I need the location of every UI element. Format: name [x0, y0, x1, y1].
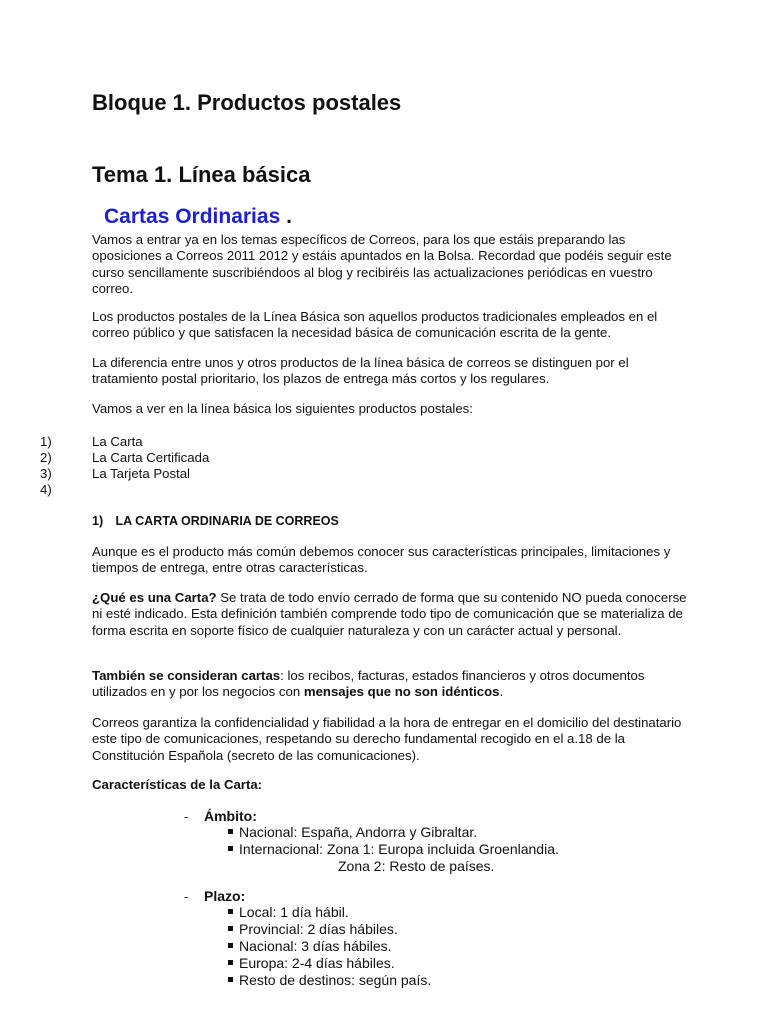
tambien-bold: También se consideran cartas	[92, 668, 281, 683]
dash-ambito: -	[184, 809, 189, 824]
subtitle-text: Cartas Ordinarias	[104, 205, 281, 228]
bullet-icon	[228, 926, 233, 931]
plazo-item-text: Resto de destinos: según país.	[239, 972, 432, 988]
tambien-end: .	[499, 684, 504, 700]
tema-text: Línea básica	[178, 162, 311, 187]
que-es-text: Se trata de todo envío cerrado de forma que su contenido NO pueda conocerse ni esté indicado. Esta definición también comprende todo tipo de comunicación que se materializa de forma escrita en soporte físico de cualquier naturaleza y con un carácter actual y personal.	[92, 590, 687, 638]
ambito-item-text: Nacional: España, Andorra y Gibraltar.	[239, 824, 478, 840]
paragraph-intro: Vamos a entrar ya en los temas específicos de Correos, para los que estáis preparando las oposiciones a Correos 2011 2012 y estáis apuntados en la Bolsa. Recordad que podéis seguir este curso sencillamente suscribiéndoos al blog y recibiréis las actualizaciones periódicas en vuestro correo.	[92, 232, 672, 296]
caracteristicas-label: Características de la Carta:	[92, 777, 263, 792]
paragraph-producto-comun: Aunque es el producto más común debemos conocer sus características principales, limitaciones y tiempos de entrega, entre otras características.	[92, 544, 671, 576]
list-text: La Carta Certificada	[92, 450, 210, 465]
plazo-item	[228, 904, 349, 921]
bullet-icon	[228, 960, 233, 965]
ambito-label: Ámbito:	[204, 808, 257, 824]
tema-label: Tema 1.	[92, 162, 173, 187]
plazo-item-text: Provincial: 2 días hábiles.	[239, 921, 398, 937]
bullet-icon	[228, 846, 233, 851]
paragraph-garantia: Correos garantiza la confidencialidad y fiabilidad a la hora de entregar en el domicilio del destinatario este tipo de comunicaciones, respetando su derecho fundamental recogido en el a.18 de la Constitución Española (secreto de las comunicaciones).	[92, 715, 682, 763]
plazo-item-text: Local: 1 día hábil.	[239, 904, 349, 920]
list-text: La Tarjeta Postal	[92, 466, 190, 481]
subtitle-dot: .	[286, 205, 292, 228]
plazo-item	[228, 921, 398, 938]
ambito-continuation: Zona 2: Resto de países.	[338, 858, 495, 874]
section-heading	[92, 514, 339, 528]
plazo-label: Plazo:	[204, 888, 246, 904]
page-title: Bloque 1. Productos postales	[92, 90, 402, 115]
plazo-item	[228, 955, 395, 972]
ambito-item	[228, 841, 559, 858]
tambien-bold-2: mensajes que no son idénticos	[303, 684, 500, 700]
dash-plazo: -	[184, 889, 189, 904]
tambien-text: : los recibos, facturas, estados financieros y otros documentos utilizados en y por los negocios con	[92, 668, 645, 700]
plazo-item-text: Nacional: 3 días hábiles.	[239, 938, 392, 954]
ambito-item	[228, 824, 477, 841]
caracteristicas-heading	[92, 777, 692, 793]
que-es-bold: ¿Qué es una Carta?	[92, 590, 217, 605]
section-number: 1)	[92, 514, 104, 528]
bullet-icon	[228, 977, 233, 982]
plazo-item-text: Europa: 2-4 días hábiles.	[239, 955, 395, 971]
paragraph-que-es-carta	[92, 590, 692, 639]
list-text: La Carta	[92, 434, 143, 449]
list-number: 4)	[40, 482, 52, 497]
bullet-icon	[228, 909, 233, 914]
plazo-item	[228, 972, 431, 989]
subtitle-heading	[104, 205, 292, 229]
paragraph-tambien	[92, 668, 692, 701]
paragraph-linea-basica: Los productos postales de la Línea Básica son aquellos productos tradicionales empleados en el correo público y que satisfacen la necesidad básica de comunicación escrita de la gente.	[92, 309, 658, 341]
paragraph-diferencia: La diferencia entre unos y otros productos de la línea básica de correos se distinguen por el tratamiento postal prioritario, los plazos de entrega más cortos y los regulares.	[92, 355, 629, 387]
bullet-icon	[228, 943, 233, 948]
list-number: 3)	[40, 466, 52, 481]
tema-heading	[92, 162, 311, 188]
section-title: LA CARTA ORDINARIA DE CORREOS	[115, 514, 339, 528]
bullet-icon	[228, 829, 233, 834]
ambito-item-text: Internacional: Zona 1: Europa incluida Groenlandia.	[239, 841, 559, 857]
list-number: 2)	[40, 450, 52, 465]
list-number: 1)	[40, 434, 52, 449]
paragraph-vamos-a-ver: Vamos a ver en la línea básica los siguientes productos postales:	[92, 401, 473, 416]
plazo-item	[228, 938, 392, 955]
